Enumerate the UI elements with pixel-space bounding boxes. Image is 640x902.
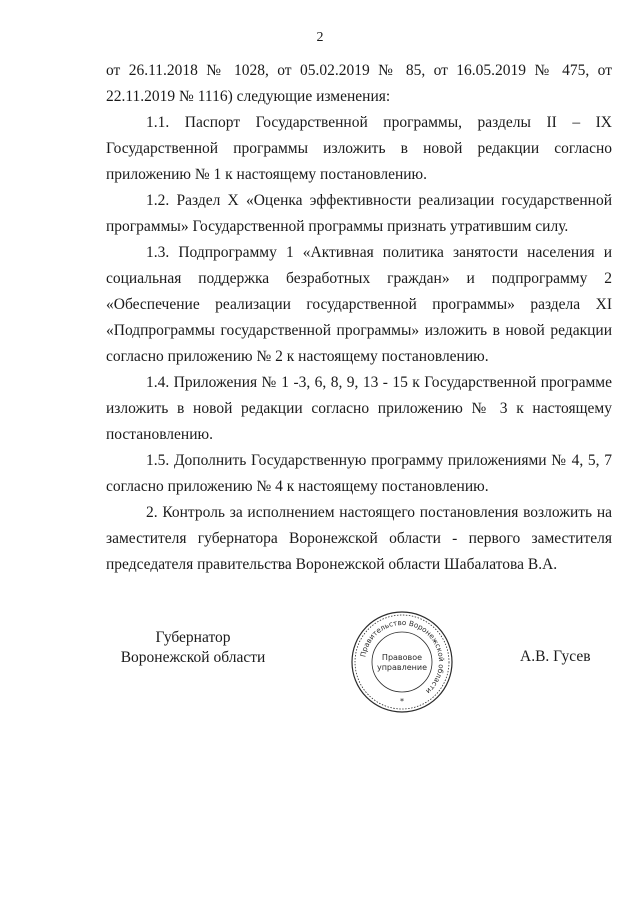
paragraph-2: 2. Контроль за исполнением настоящего постановления возложить на заместителя губернатора Воронежской области - первого заместителя председателя правительства Воронежской области Шабалатова В.А.	[106, 504, 612, 573]
document-body	[106, 58, 612, 578]
paragraph-continuation: от 26.11.2018 № 1028, от 05.02.2019 № 85, от 16.05.2019 № 475, от 22.11.2019 № 1116) следующие изменения:	[106, 62, 612, 105]
stamp-center-line-2: управление	[376, 663, 428, 672]
signer-title-line-1: Губернатор	[155, 629, 231, 646]
paragraph-1-4: 1.4. Приложения № 1 -3, 6, 8, 9, 13 - 15 к Государственной программе изложить в новой редакции согласно приложению № 3 к настоящему постановлению.	[106, 374, 612, 443]
paragraph-1-1: 1.1. Паспорт Государственной программы, разделы II – IX Государственной программы изложить в новой редакции согласно приложению № 1 к настоящему постановлению.	[106, 114, 612, 183]
stamp-star: *	[400, 697, 404, 706]
paragraph-1-3: 1.3. Подпрограмму 1 «Активная политика занятости населения и социальная поддержка безработных граждан» и подпрограмму 2 «Обеспечение реализации государственной программы» раздела XI «Подпрограммы государственной программы» изложить в новой редакции согласно приложению № 2 к настоящему постановлению.	[106, 244, 612, 365]
signer-name: А.В. Гусев	[520, 648, 591, 665]
signer-title	[118, 628, 268, 668]
paragraph-1-5: 1.5. Дополнить Государственную программу приложениями № 4, 5, 7 согласно приложению № 4 к настоящему постановлению.	[106, 452, 612, 495]
signer-title-line-2: Воронежской области	[120, 649, 266, 666]
page-number: 2	[316, 30, 324, 45]
stamp-center-line-1: Правовое	[381, 653, 423, 662]
official-stamp	[350, 610, 454, 714]
paragraph-1-2: 1.2. Раздел X «Оценка эффективности реализации государственной программы» Государственной программы признать утратившим силу.	[106, 192, 612, 235]
stamp-ring-text: Правительство Воронежской области	[358, 617, 447, 696]
